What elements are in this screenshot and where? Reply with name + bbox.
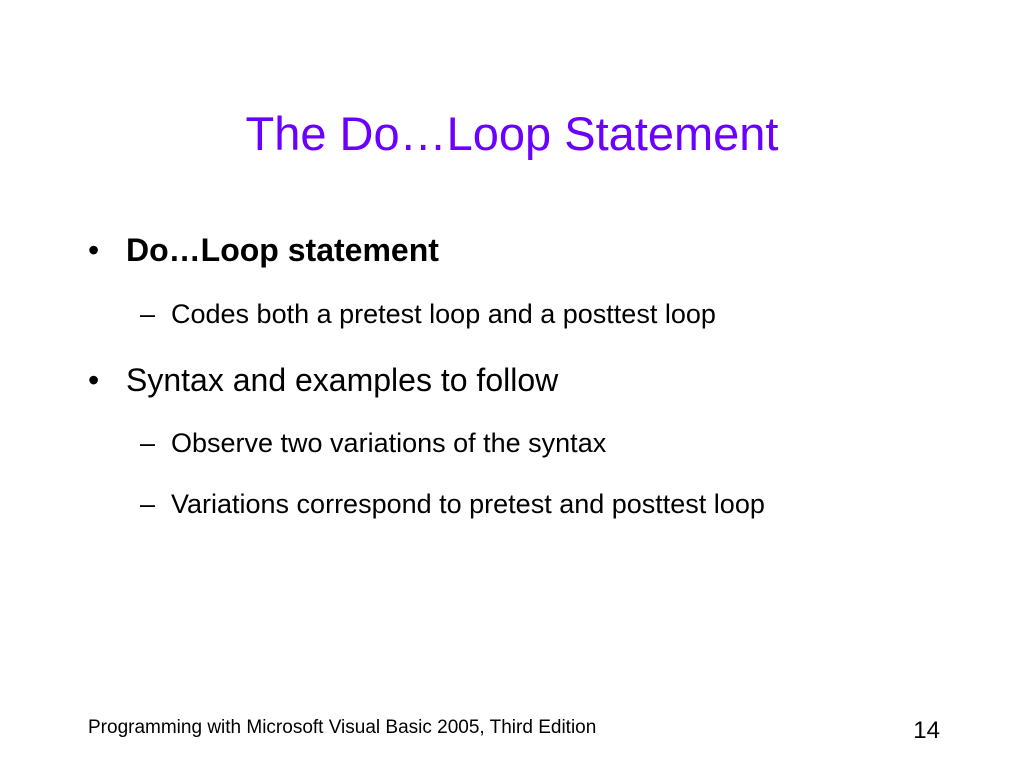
sub-bullet-text: Observe two variations of the syntax (171, 428, 607, 458)
dash-marker: – (140, 489, 156, 519)
sub-bullet-text: Codes both a pretest loop and a posttest loop (171, 299, 716, 329)
bullet-text: Syntax and examples to follow (126, 362, 559, 398)
dash-marker: – (140, 299, 156, 329)
bullet-marker: • (88, 232, 100, 268)
dash-marker: – (140, 428, 156, 458)
page-number: 14 (913, 717, 940, 744)
bullet-marker: • (88, 362, 100, 398)
bullet-text: Do…Loop statement (126, 232, 439, 268)
slide-title: The Do…Loop Statement (245, 107, 779, 160)
sub-bullet-text: Variations correspond to pretest and posttest loop (171, 489, 765, 519)
footer-text: Programming with Microsoft Visual Basic 2005, Third Edition (88, 717, 597, 738)
